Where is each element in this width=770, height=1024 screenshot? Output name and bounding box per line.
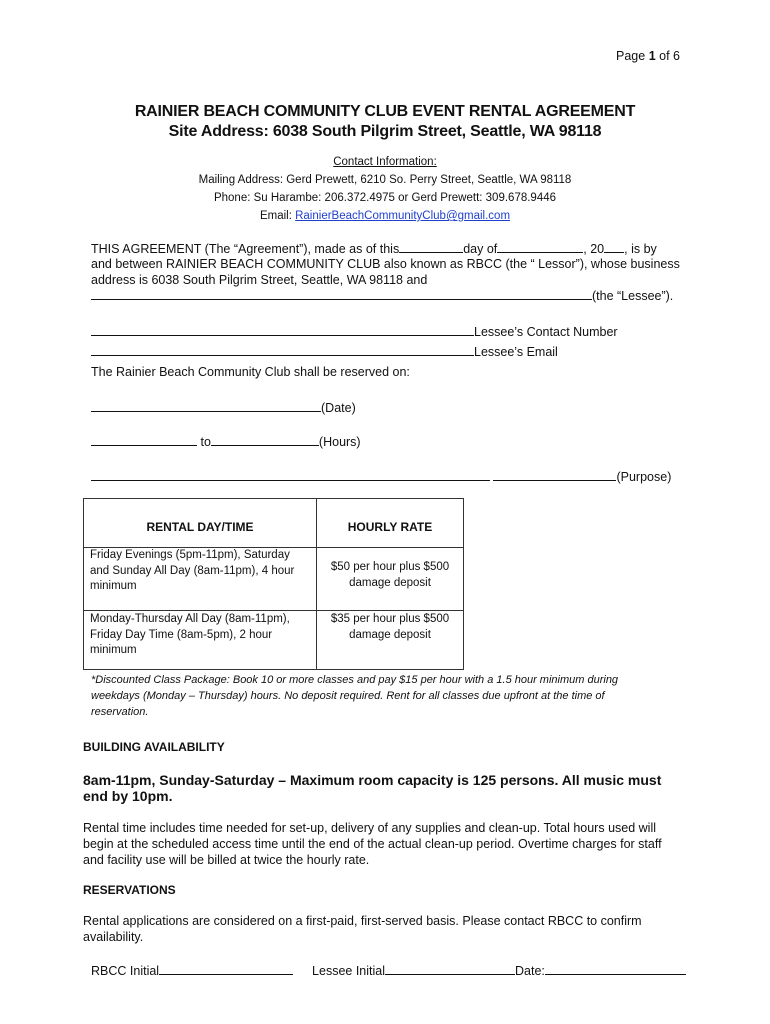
table-row [84, 548, 464, 611]
hourly-rate-header: HOURLY RATE [317, 499, 464, 548]
contact-heading-text: Contact Information: [333, 156, 437, 168]
day-time-cell: Friday Evenings (5pm-11pm), Saturday and Sunday All Day (8am-11pm), 4 hour minimum [84, 548, 317, 611]
mailing-address: Mailing Address: Gerd Prewett, 6210 So. Perry Street, Seattle, WA 98118 [198, 174, 572, 186]
lessee-email-line [91, 343, 558, 360]
date-label: (Date) [321, 401, 356, 415]
contact-heading [0, 154, 770, 170]
lessee-name-line [91, 287, 673, 304]
email-link[interactable]: RainierBeachCommunityClub@gmail.com [295, 210, 511, 222]
rental-day-time-header: RENTAL DAY/TIME [84, 499, 317, 548]
table-row [84, 611, 464, 670]
page-number [616, 48, 680, 64]
day-time-cell: Monday-Thursday All Day (8am-11pm), Friday Day Time (8am-5pm), 2 hour minimum [84, 611, 317, 670]
date-initial-label: Date: [515, 964, 545, 978]
day-of-label: day of [463, 242, 498, 256]
date-field[interactable] [91, 399, 321, 412]
agreement-line-1 [91, 240, 657, 257]
phone-numbers: Phone: Su Harambe: 206.372.4975 or Gerd Prewett: 309.678.9446 [213, 192, 557, 204]
contact-number-label: Lessee’s Contact Number [474, 325, 618, 339]
reservations-heading: RESERVATIONS [83, 883, 176, 897]
start-time-field[interactable] [91, 433, 197, 446]
month-field[interactable] [497, 240, 583, 253]
rental-time-text: Rental time includes time needed for set-up, delivery of any supplies and clean-up. Total hours used will begin at the scheduled access time until the end of the actual clean-up period. Overtime charges for staff and facility use will be billed at twice the hourly rate. [83, 821, 662, 867]
reservations-text: Rental applications are considered on a first-paid, first-served basis. Please contact RBCC to confirm availability. [83, 914, 642, 944]
rates-table [83, 498, 464, 670]
end-time-field[interactable] [211, 433, 319, 446]
year-prefix: , 20 [583, 242, 605, 256]
year-field[interactable] [604, 240, 624, 253]
capacity-text: 8am-11pm, Sunday-Saturday – Maximum room capacity is 125 persons. All music must end by 10pm. [83, 772, 662, 804]
lessee-email-label: Lessee’s Email [474, 345, 558, 359]
date-line [91, 399, 356, 416]
rate-cell: $50 per hour plus $500 damage deposit [317, 548, 464, 611]
page-prefix: Page [616, 49, 646, 63]
contact-number-field[interactable] [91, 323, 474, 336]
hours-line [91, 433, 361, 450]
document-title: RAINIER BEACH COMMUNITY CLUB EVENT RENTAL AGREEMENT [134, 103, 636, 120]
rate-cell: $35 per hour plus $500 damage deposit [317, 611, 464, 670]
page-total: of 6 [659, 49, 680, 63]
page-current: 1 [648, 49, 656, 63]
contact-number-line [91, 323, 618, 340]
lessee-initial-field[interactable] [385, 962, 515, 975]
rbcc-initial-field[interactable] [159, 962, 293, 975]
site-address: Site Address: 6038 South Pilgrim Street, Seattle, WA 98118 [168, 123, 602, 140]
day-field[interactable] [399, 240, 463, 253]
building-availability-heading: BUILDING AVAILABILITY [83, 740, 225, 754]
initials-line [91, 962, 686, 979]
agreement-line-2: and between RAINIER BEACH COMMUNITY CLUB also known as RBCC (the “ Lessor”), whose business [91, 257, 680, 271]
agreement-intro: THIS AGREEMENT (The “Agreement”), made as of this [91, 242, 400, 256]
purpose-field-1[interactable] [91, 468, 490, 481]
email-label: Email: [259, 210, 296, 222]
initials-date-field[interactable] [545, 962, 686, 975]
lessee-email-field[interactable] [91, 343, 474, 356]
rbcc-initial-label: RBCC Initial [91, 964, 160, 978]
hours-label: (Hours) [318, 435, 361, 449]
rates-header-row [84, 499, 464, 548]
to-label: to [200, 435, 211, 449]
purpose-line [91, 468, 671, 485]
lessee-name-field[interactable] [91, 287, 592, 300]
lessee-label: (the “Lessee”). [592, 289, 674, 303]
discount-note: *Discounted Class Package: Book 10 or more classes and pay $15 per hour with a 1.5 hour minimum during weekdays (Monday – Thursday) hours. No deposit required. Rent for all classes due upfront at the time of reservation. [91, 674, 619, 718]
email-line [0, 208, 770, 224]
agreement-line-3: address is 6038 South Pilgrim Street, Seattle, WA 98118 and [91, 273, 428, 287]
is-by-label: , is by [624, 242, 657, 256]
reserved-on-text: The Rainier Beach Community Club shall be reserved on: [91, 365, 410, 379]
purpose-label: (Purpose) [616, 470, 672, 484]
lessee-initial-label: Lessee Initial [312, 964, 386, 978]
purpose-field-2[interactable] [493, 468, 616, 481]
